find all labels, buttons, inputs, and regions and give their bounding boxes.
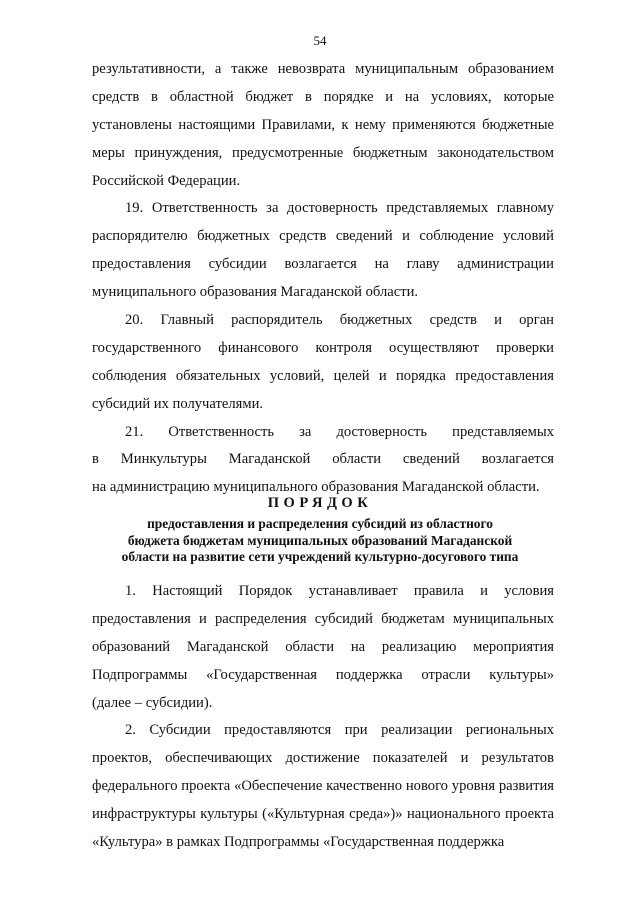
text-line: меры принуждения, предусмотренные бюджетным законодательством	[92, 144, 554, 161]
paragraph	[92, 56, 554, 195]
text-line: результативности, а также невозврата муниципальным образованием	[92, 61, 554, 77]
text-line: предоставления и распределения субсидий бюджетам муниципальных	[92, 610, 554, 627]
text-line: «Культура» в рамках Подпрограммы «Государственная поддержка	[92, 834, 505, 851]
paragraph	[92, 195, 554, 307]
text-line: государственного финансового контроля осуществляют проверки	[92, 339, 554, 356]
text-line: установлены настоящими Правилами, к нему применяются бюджетные	[92, 116, 554, 133]
text-block-top	[92, 56, 554, 502]
text-line: в Минкультуры Магаданской области сведений возлагается	[92, 451, 554, 468]
section-title: ПОРЯДОК	[267, 495, 373, 511]
paragraph	[92, 307, 554, 419]
text-line: 19. Ответственность за достоверность представляемых главному	[125, 200, 554, 217]
subtitle-line: области на развитие сети учреждений культурно-досугового типа	[121, 549, 519, 565]
text-line: федерального проекта «Обеспечение качественно нового уровня развития	[92, 778, 554, 795]
text-line: Подпрограммы «Государственная поддержка отрасли культуры»	[92, 666, 554, 683]
page-number: 54	[313, 33, 327, 48]
text-line: Российской Федерации.	[92, 172, 241, 189]
text-line: на администрацию муниципального образования Магаданской области.	[92, 479, 540, 496]
text-line: (далее – субсидии).	[92, 694, 213, 711]
text-block-bottom	[92, 578, 554, 857]
text-line: 1. Настоящий Порядок устанавливает правила и условия	[125, 583, 554, 599]
text-line: 20. Главный распорядитель бюджетных средств и орган	[125, 312, 554, 329]
text-line: проектов, обеспечивающих достижение показателей и результатов	[92, 750, 554, 767]
text-line: 21. Ответственность за достоверность представляемых	[125, 423, 554, 440]
text-line: распорядителю бюджетных средств сведений и соблюдение условий	[92, 228, 554, 245]
paragraph	[92, 717, 554, 856]
subtitle-line: предоставления и распределения субсидий из областного	[147, 516, 493, 531]
text-line: инфраструктуры культуры («Культурная среда»)» национального проекта	[92, 806, 554, 823]
text-line: соблюдения обязательных условий, целей и порядка предоставления	[92, 367, 554, 384]
text-line: предоставления субсидии возлагается на главу администрации	[92, 256, 554, 273]
text-line: субсидий их получателями.	[92, 395, 264, 412]
text-line: муниципального образования Магаданской области.	[92, 284, 419, 301]
section-subtitle	[0, 516, 640, 566]
paragraph	[92, 419, 554, 503]
paragraph	[92, 578, 554, 717]
subtitle-line: бюджета бюджетам муниципальных образований Магаданской	[127, 532, 513, 548]
text-line: средств в областной бюджет в порядке и на условиях, которые	[92, 88, 554, 105]
text-line: 2. Субсидии предоставляются при реализации региональных	[125, 722, 554, 739]
text-line: образований Магаданской области на реализацию мероприятия	[92, 638, 554, 655]
